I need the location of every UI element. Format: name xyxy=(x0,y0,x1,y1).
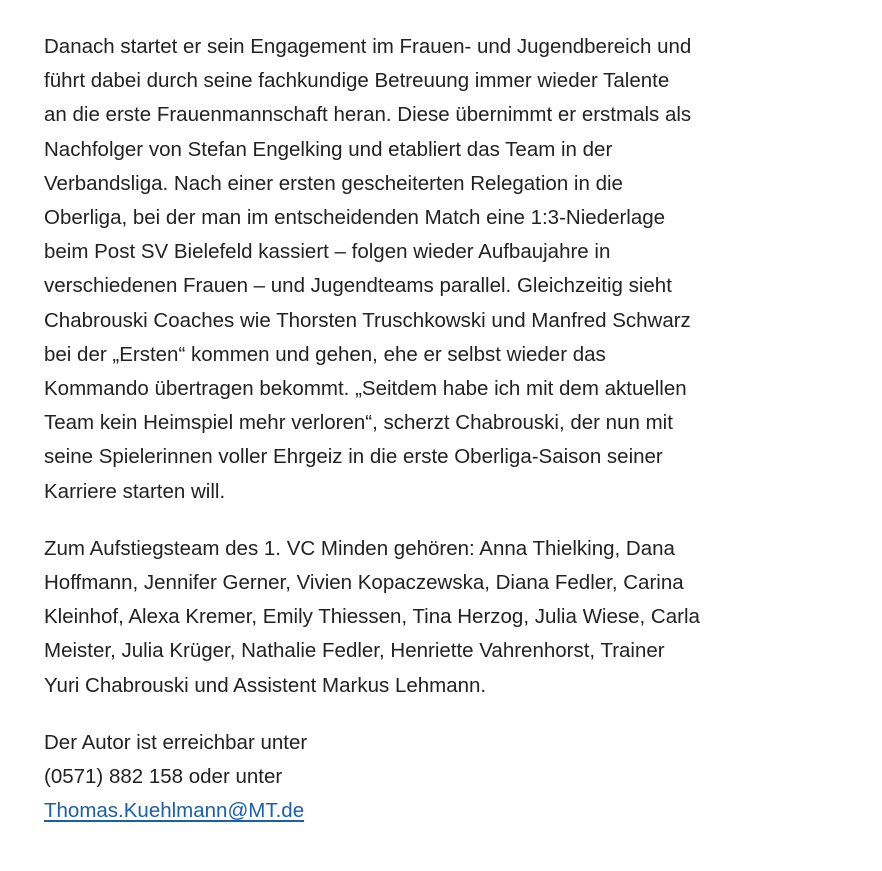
text-line: Nachfolger von Stefan Engelking und etabliert das Team in der xyxy=(44,137,613,161)
text-line: Zum Aufstiegsteam des 1. VC Minden gehören: Anna Thielking, Dana xyxy=(44,536,675,560)
text-line: an die erste Frauenmannschaft heran. Diese übernimmt er erstmals als xyxy=(44,103,692,127)
text-line: Team kein Heimspiel mehr verloren“, scherzt Chabrouski, der nun mit xyxy=(44,411,673,435)
text-line: Chabrouski Coaches wie Thorsten Truschkowski und Manfred Schwarz xyxy=(44,308,691,332)
text-line: führt dabei durch seine fachkundige Betreuung immer wieder Talente xyxy=(44,69,670,93)
text-line: Kleinhof, Alexa Kremer, Emily Thiessen, Tina Herzog, Julia Wiese, Carla xyxy=(44,605,700,629)
text-line: Danach startet er sein Engagement im Frauen- und Jugendbereich und xyxy=(44,35,692,58)
text-line: Yuri Chabrouski und Assistent Markus Lehmann. xyxy=(44,673,487,697)
text-line: Oberliga, bei der man im entscheidenden Match eine 1:3-Niederlage xyxy=(44,206,666,230)
text-line: Kommando übertragen bekommt. „Seitdem habe ich mit dem aktuellen xyxy=(44,377,687,401)
paragraph-author-contact xyxy=(44,726,844,829)
text-line: verschiedenen Frauen – und Jugendteams parallel. Gleichzeitig sieht xyxy=(44,274,672,298)
text-line: Karriere starten will. xyxy=(44,479,226,503)
text-line: bei der „Ersten“ kommen und gehen, ehe er selbst wieder das xyxy=(44,342,606,366)
contact-text-line: Der Autor ist erreichbar unter xyxy=(44,730,308,754)
paragraph-coach-history xyxy=(44,30,844,509)
contact-email-line xyxy=(44,794,844,828)
author-email-link[interactable]: Thomas.Kuehlmann@MT.de xyxy=(44,799,305,823)
text-line: Hoffmann, Jennifer Gerner, Vivien Kopaczewska, Diana Fedler, Carina xyxy=(44,571,684,595)
text-line: seine Spielerinnen voller Ehrgeiz in die erste Oberliga-Saison seiner xyxy=(44,445,663,469)
text-line: Meister, Julia Krüger, Nathalie Fedler, Henriette Vahrenhorst, Trainer xyxy=(44,639,665,663)
paragraph-team-roster xyxy=(44,532,844,703)
text-line: Verbandsliga. Nach einer ersten gescheiterten Relegation in die xyxy=(44,171,623,195)
text-line: beim Post SV Bielefeld kassiert – folgen wieder Aufbaujahre in xyxy=(44,240,611,264)
contact-phone-line: (0571) 882 158 oder unter xyxy=(44,765,283,789)
article-body xyxy=(44,30,844,828)
